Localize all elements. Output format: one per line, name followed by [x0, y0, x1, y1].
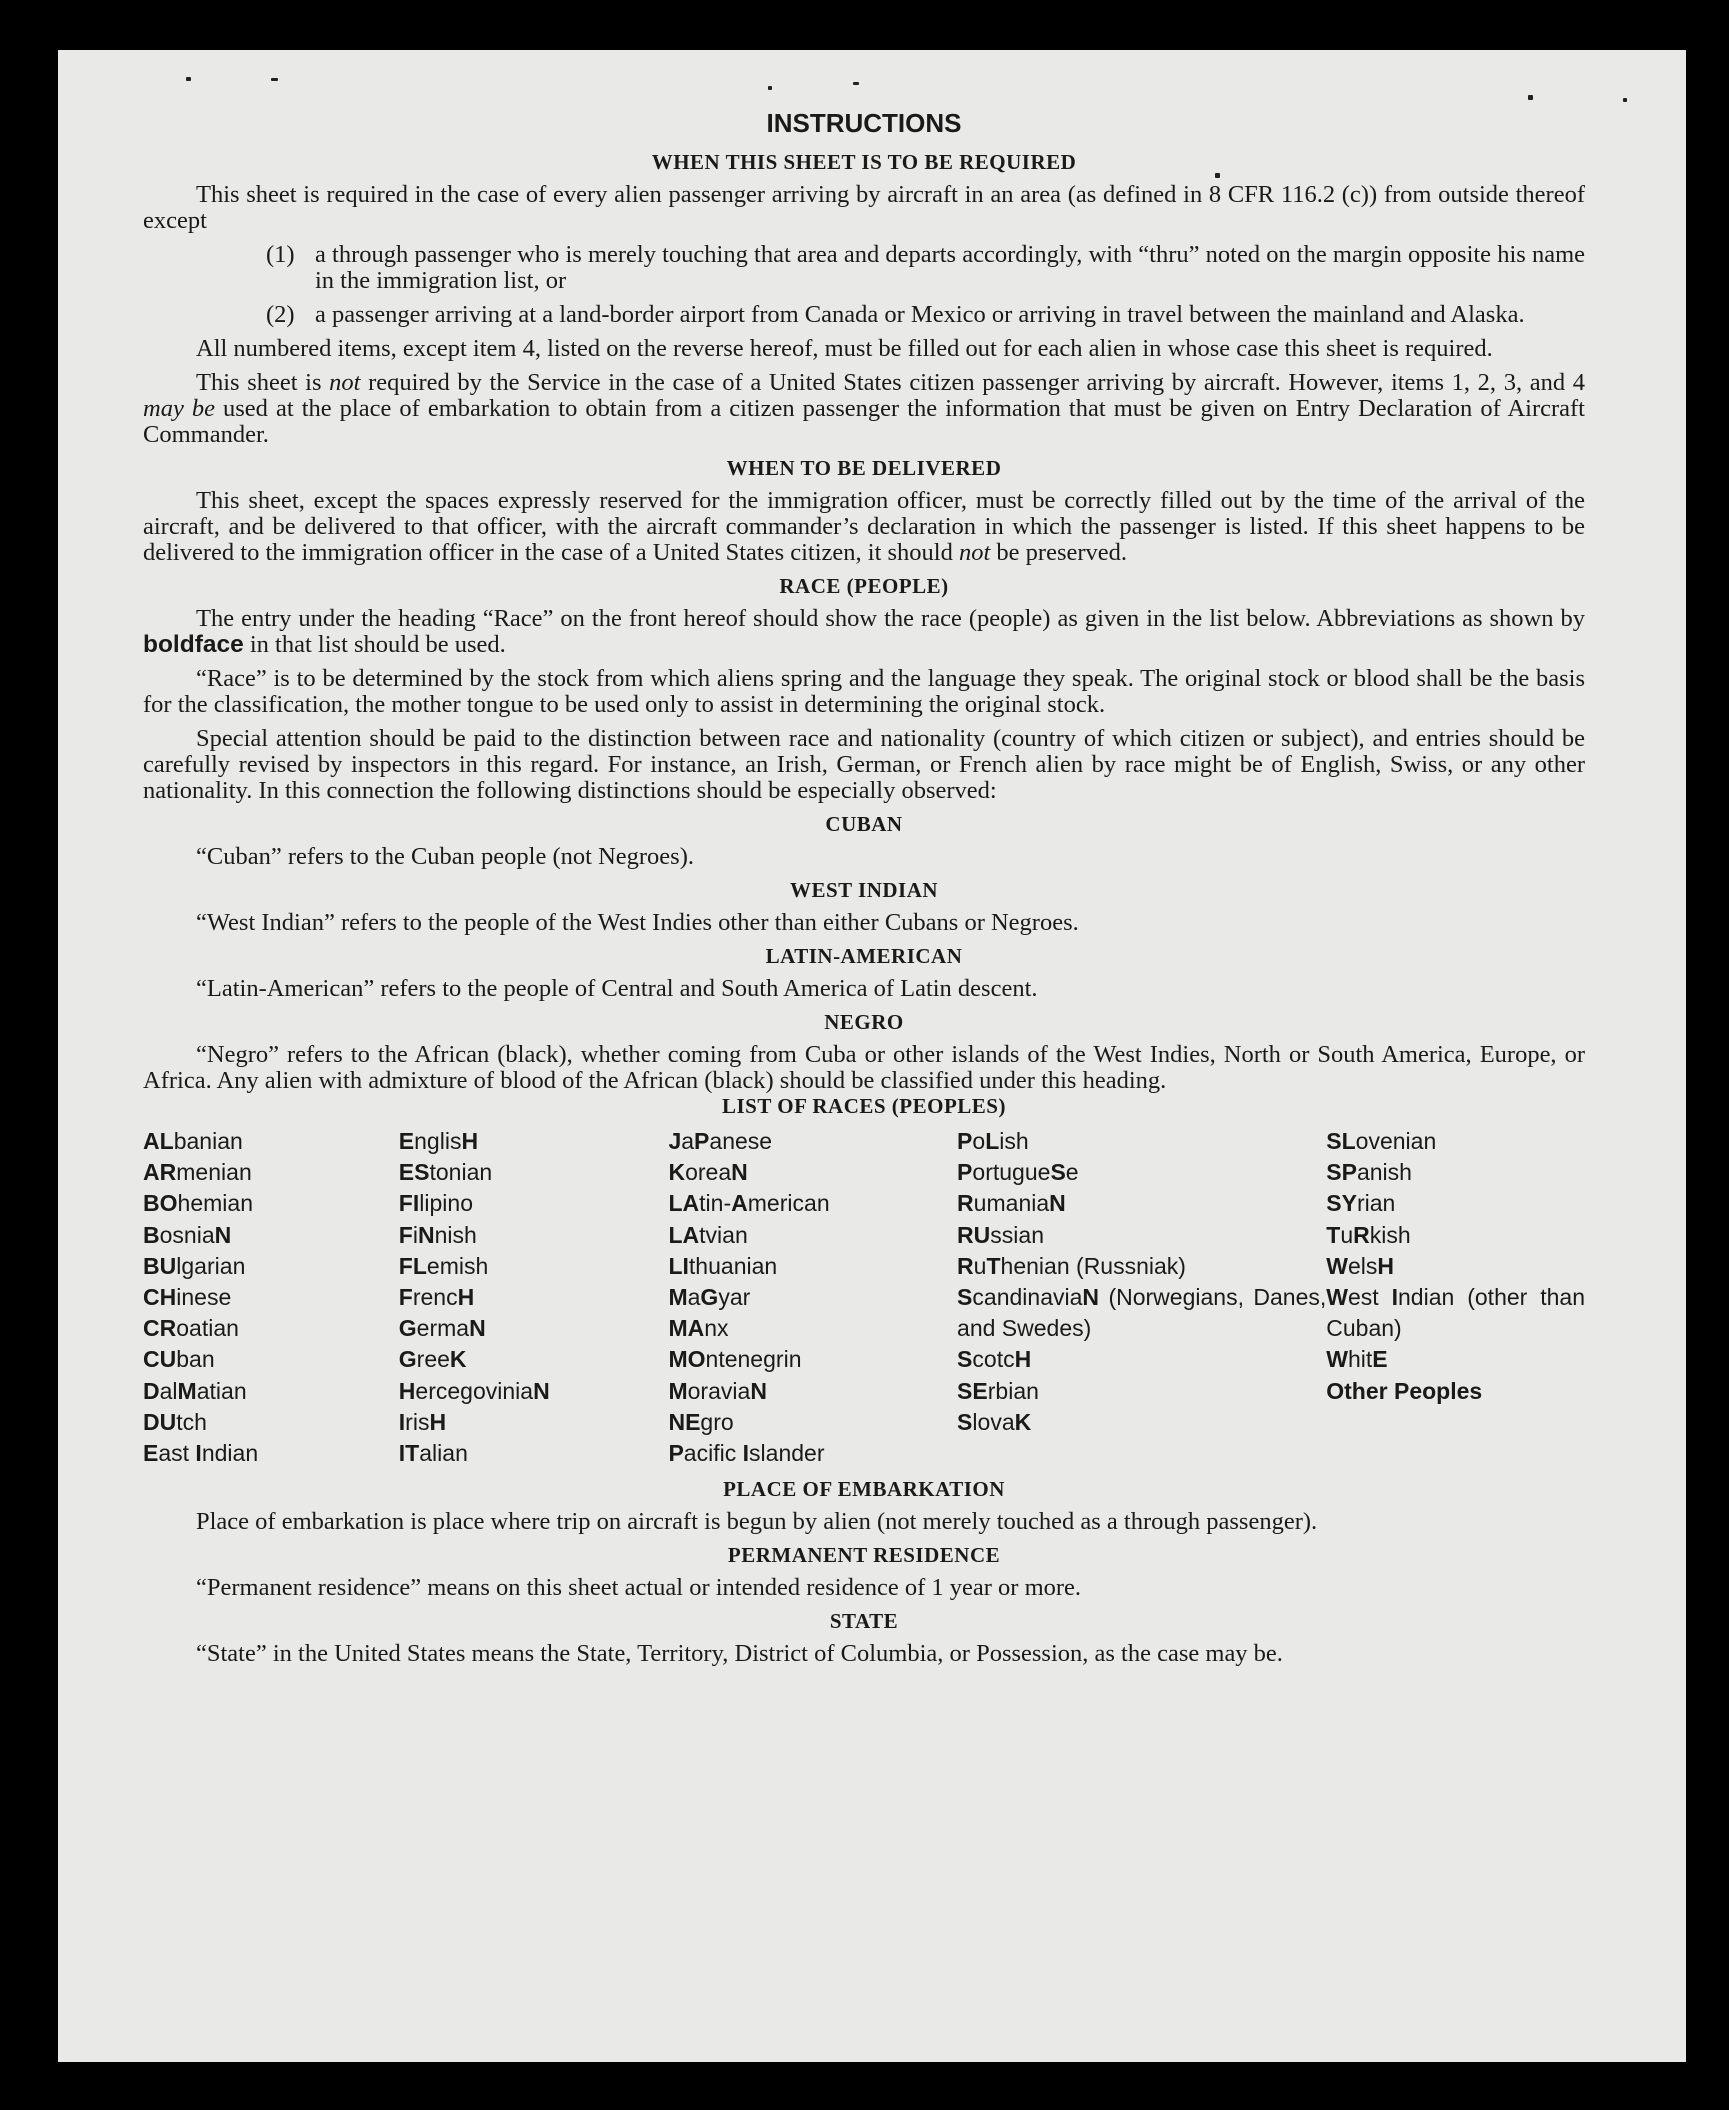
- race-entry: RumaniaN: [957, 1190, 1066, 1217]
- races-column: [399, 1126, 669, 1469]
- race-entry: EStonian: [398, 1159, 493, 1186]
- race-entry: NEgro: [668, 1408, 734, 1435]
- paragraph: “Permanent residence” means on this sheet actual or intended residence of 1 year or more.: [196, 1574, 1082, 1602]
- races-column: [143, 1126, 399, 1469]
- speck-mark: [768, 86, 772, 90]
- paragraph: All numbered items, except item 4, listed on the reverse hereof, must be filled out for each alien in whose case this sheet is required.: [196, 335, 1493, 362]
- race-entry: SErbian: [957, 1377, 1039, 1404]
- paragraph: “State” in the United States means the State, Territory, District of Columbia, or Possession, as the case may be.: [196, 1640, 1283, 1668]
- section-heading: LIST OF RACES (PEOPLES): [722, 1094, 1006, 1118]
- race-entry: SPanish: [1326, 1159, 1412, 1186]
- race-entry: MoraviaN: [668, 1377, 767, 1404]
- document-page: [58, 50, 1686, 2062]
- race-entry: CHinese: [143, 1284, 232, 1311]
- race-entry: ScotcH: [957, 1346, 1032, 1373]
- section-heading: NEGRO: [824, 1010, 904, 1034]
- item-text: a passenger arriving at a land-border airport from Canada or Mexico or arriving in travel between the mainland and Alaska.: [315, 301, 1525, 328]
- race-entry: BOhemian: [143, 1190, 253, 1217]
- section-heading: PERMANENT RESIDENCE: [727, 1543, 1001, 1568]
- paragraph: Special attention should be paid to the distinction between race and nationality (country of which citizen or subject), and entries should be carefully revised by inspectors in this regard. For instance, an Irish, German, or French alien by race might be of English, Swiss, or any other nationality. In this connection the following distinctions should be especially observed:: [143, 725, 1585, 804]
- section-heading: LATIN-AMERICAN: [765, 944, 963, 968]
- race-entry: Other Peoples: [1326, 1377, 1483, 1404]
- paragraph: “West Indian” refers to the people of the West Indies other than either Cubans or Negroes.: [196, 909, 1079, 936]
- paragraph: This sheet is required in the case of every alien passenger arriving by aircraft in an area (as defined in 8 CFR 116.2 (c)) from outside thereof except: [143, 181, 1585, 234]
- race-entry: CUban: [143, 1346, 215, 1373]
- race-entry: RuThenian (Russniak): [957, 1252, 1186, 1279]
- race-entry: FrencH: [398, 1284, 475, 1311]
- race-entry: IrisH: [398, 1408, 447, 1435]
- list-item: [143, 302, 1585, 328]
- race-entry: SYrian: [1326, 1190, 1396, 1217]
- race-entry: MaGyar: [668, 1284, 751, 1311]
- race-entry: WelsH: [1326, 1252, 1395, 1279]
- speck-mark: [1623, 98, 1627, 102]
- section-heading: WHEN TO BE DELIVERED: [726, 456, 1002, 480]
- races-list: [143, 1126, 1585, 1469]
- race-entry: ITalian: [398, 1440, 468, 1467]
- speck-mark: [1528, 95, 1533, 100]
- race-entry: PoLish: [957, 1128, 1029, 1154]
- section-heading: WEST INDIAN: [789, 878, 939, 902]
- paragraph: The entry under the heading “Race” on the front hereof should show the race (people) as given in the list below. Abbreviations as shown by boldface in that list should be used.: [143, 605, 1585, 658]
- race-entry: WhitE: [1326, 1346, 1388, 1373]
- race-entry: BosniaN: [143, 1221, 232, 1248]
- speck-mark: [186, 77, 191, 81]
- paragraph: This sheet is not required by the Service in the case of a United States citizen passenger arriving by aircraft. However, items 1, 2, 3, and 4 may be used at the place of embarkation to obtain from a citizen passenger the information that must be given on Entry Declaration of Aircraft Commander.: [143, 369, 1585, 448]
- race-entry: PortugueSe: [957, 1159, 1079, 1186]
- race-entry: SLovenian: [1326, 1128, 1437, 1154]
- race-entry: FLemish: [398, 1252, 489, 1279]
- race-entry: ARmenian: [143, 1159, 252, 1186]
- race-entry: LAtin-American: [668, 1190, 830, 1217]
- page-title: INSTRUCTIONS: [766, 108, 962, 138]
- race-entry: LIthuanian: [668, 1252, 778, 1279]
- paragraph: “Negro” refers to the African (black), whether coming from Cuba or other islands of the West Indies, North or South America, Europe, or Africa. Any alien with admixture of blood of the African (black) should be classified under this heading.: [143, 1041, 1585, 1094]
- race-entry: GreeK: [398, 1346, 467, 1373]
- race-entry: SlovaK: [957, 1408, 1032, 1435]
- race-entry: EnglisH: [398, 1128, 479, 1154]
- race-entry: West Indian (other than Cuban): [1326, 1284, 1585, 1342]
- races-column: [957, 1126, 1326, 1469]
- paragraph: “Race” is to be determined by the stock from which aliens spring and the language they speak. The original stock or blood shall be the basis for the classification, the mother tongue to be used only to assist in determining the original stock.: [143, 665, 1585, 718]
- speck-mark: [271, 78, 278, 81]
- races-column: [1326, 1126, 1585, 1469]
- race-entry: MAnx: [668, 1315, 729, 1342]
- item-text: a through passenger who is merely touching that area and departs accordingly, with “thru” noted on the margin opposite his name in the immigration list, or: [315, 241, 1585, 294]
- races-column: [668, 1126, 957, 1469]
- race-entry: ScandinaviaN (Norwegians, Danes, and Swedes): [957, 1284, 1327, 1342]
- paragraph: Place of embarkation is place where trip on aircraft is begun by alien (not merely touched as a through passenger).: [196, 1508, 1318, 1536]
- instructions-body: [143, 108, 1585, 1675]
- race-entry: HercegoviniaN: [398, 1377, 550, 1404]
- section-heading: CUBAN: [825, 812, 903, 836]
- race-entry: DUtch: [143, 1408, 207, 1435]
- race-entry: TuRkish: [1326, 1221, 1411, 1248]
- section-heading: PLACE OF EMBARKATION: [723, 1477, 1005, 1502]
- race-entry: JaPanese: [668, 1128, 773, 1154]
- section-heading: RACE (PEOPLE): [779, 574, 949, 598]
- speck-mark: [853, 82, 859, 85]
- paragraph: This sheet, except the spaces expressly reserved for the immigration officer, must be correctly filled out by the time of the arrival of the aircraft, and be delivered to that officer, with the aircraft commander’s declaration in which the passenger is listed. If this sheet happens to be delivered to the immigration officer in the case of a United States citizen, it should not be preserved.: [143, 487, 1585, 566]
- item-number: (2): [266, 301, 295, 328]
- race-entry: ALbanian: [143, 1128, 243, 1154]
- race-entry: RUssian: [957, 1221, 1045, 1248]
- section-heading: WHEN THIS SHEET IS TO BE REQUIRED: [651, 150, 1077, 174]
- race-entry: FiNnish: [398, 1221, 477, 1248]
- race-entry: MOntenegrin: [668, 1346, 802, 1373]
- race-entry: BUlgarian: [143, 1252, 246, 1279]
- paragraph: “Cuban” refers to the Cuban people (not Negroes).: [196, 843, 694, 870]
- item-number: (1): [266, 241, 295, 268]
- race-entry: LAtvian: [668, 1221, 748, 1248]
- race-entry: East Indian: [143, 1440, 259, 1467]
- paragraph: “Latin-American” refers to the people of Central and South America of Latin descent.: [196, 975, 1038, 1002]
- race-entry: CRoatian: [143, 1315, 239, 1342]
- race-entry: DalMatian: [143, 1377, 247, 1404]
- race-entry: KoreaN: [668, 1159, 748, 1186]
- race-entry: GermaN: [398, 1315, 486, 1342]
- race-entry: FIlipino: [398, 1190, 473, 1217]
- list-item: [143, 242, 1585, 294]
- race-entry: Pacific Islander: [668, 1440, 825, 1467]
- section-heading: STATE: [829, 1609, 899, 1634]
